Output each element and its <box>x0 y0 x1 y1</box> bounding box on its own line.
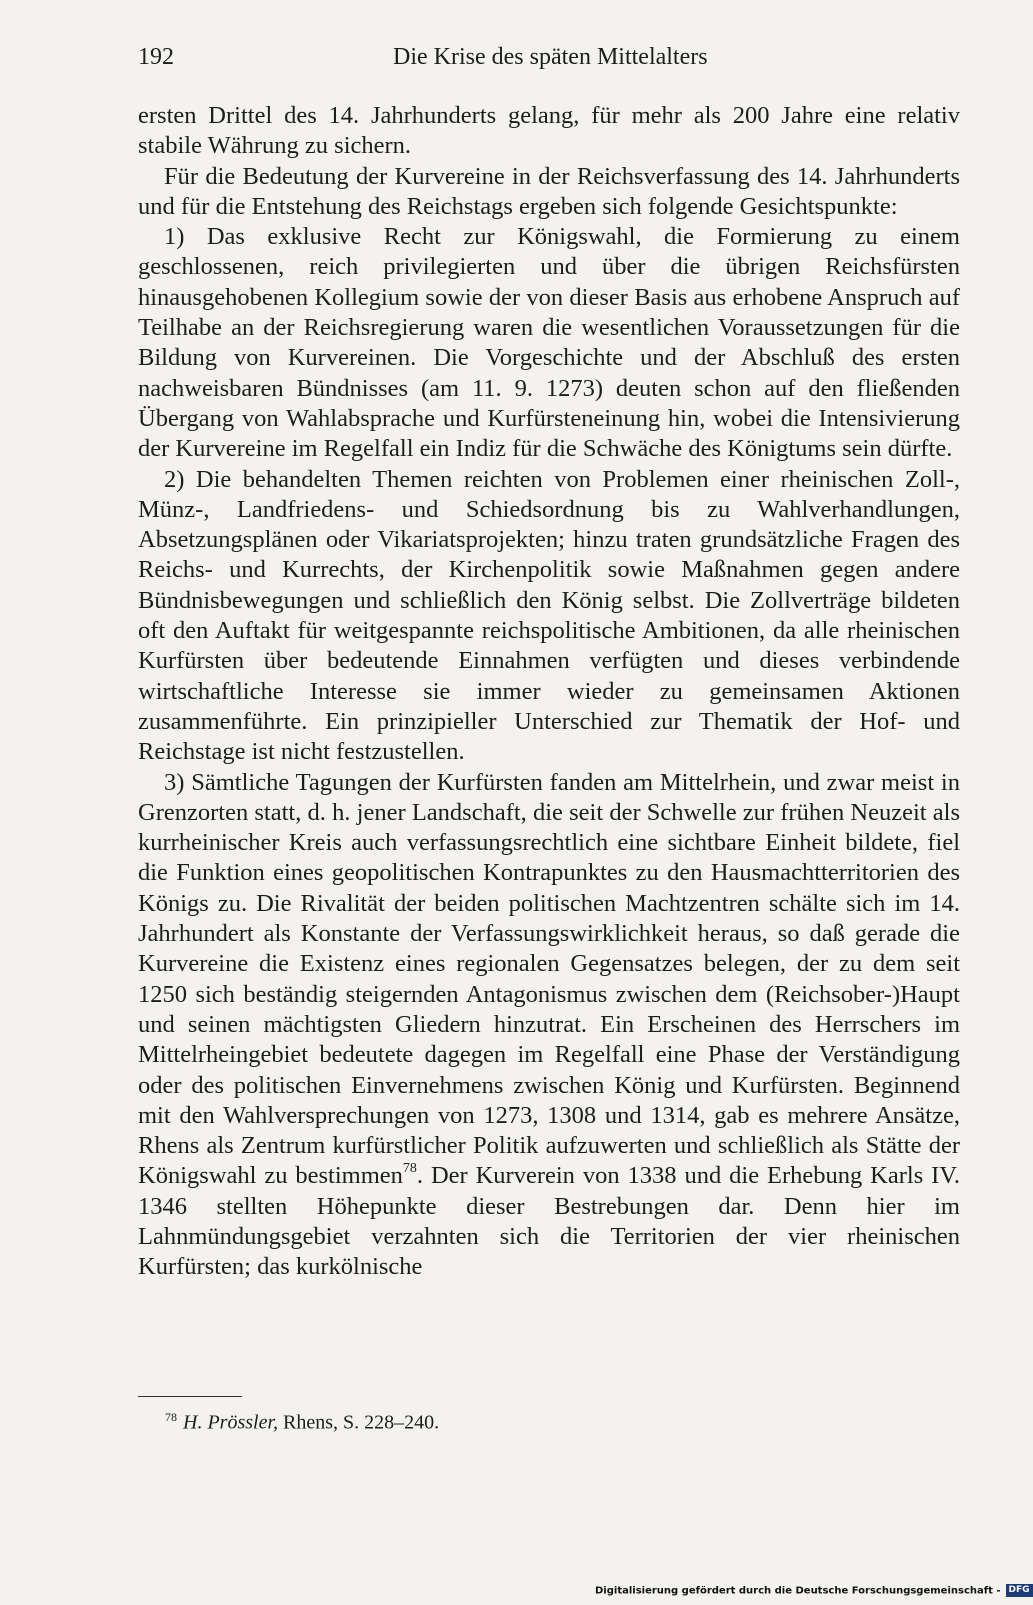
page-header <box>138 44 960 76</box>
footnote-divider <box>138 1396 242 1397</box>
footnote-author: H. Prössler, <box>183 1411 279 1434</box>
page-number: 192 <box>138 44 174 70</box>
digitization-credit <box>595 1584 1030 1602</box>
paragraph-intro: Für die Bedeutung der Kurvereine in der Reichsverfassung des 14. Jahrhunderts und für die Entstehung des Reichstags ergeben sich folgende Gesichtspunkte: <box>138 162 960 220</box>
paragraph-point-3-part-a: 3) Sämtliche Tagungen der Kurfürsten fanden am Mittelrhein, und zwar meist in Grenzorten statt, d. h. jener Landschaft, die seit der Schwelle zur frühen Neuzeit als kurrheinischer Kreis auch verfassungsrechtlich eine sichtbare Einheit bildete, fiel die Funktion eines geopolitischen Kontrapunktes zu den Hausmachtterritorien des Königs zu. Die Rivalität der beiden politischen Machtzentren schälte sich im 14. Jahrhundert als Konstante der Verfassungswirklichkeit heraus, so daß gerade die Kurvereine die Existenz eines regionalen Gegensatzes belegen, der zu dem seit 1250 sich beständig steigernden Antagonismus zwischen dem (Reichsober-)Haupt und seinen mächtigsten Gliedern hinzutrat. Ein Erscheinen des Herrschers im Mittelrheingebiet bedeutete dagegen im Regelfall eine Phase der Verständigung oder des politischen Einvernehmens zwischen König und Kurfürsten. Beginnend mit den Wahlversprechungen von 1273, 1308 und 1314, gab es mehrere Ansätze, Rhens als Zentrum kurfürstlicher Politik aufzuwerten und schließlich als Stätte der Königswahl zu bestimmen <box>138 768 960 1190</box>
paragraph-point-2: 2) Die behandelten Themen reichten von Problemen einer rheinischen Zoll-, Münz-, Landfriedens- und Schiedsordnung bis zu Wahlverhandlungen, Absetzungsplänen oder Vikariatsprojekten; hinzu traten grundsätzliche Fragen des Reichs- und Kurrechts, der Kirchenpolitik sowie Maßnahmen gegen andere Bündnisbewegungen und schließlich den König selbst. Die Zollverträge bildeten oft den Auftakt für weitgespannte reichspolitische Ambitionen, da alle rheinischen Kurfürsten über bedeutende Einnahmen verfügten und dieses verbindende wirtschaftliche Interesse sie immer wieder zu gemeinsamen Aktionen zusammenführte. Ein prinzipieller Unterschied zur Thematik der Hof- und Reichstage ist nicht festzustellen. <box>138 465 960 766</box>
credit-text: Digitalisierung gefördert durch die Deutsche Forschungsgemeinschaft - <box>595 1585 1001 1597</box>
body-text <box>138 101 960 1283</box>
footnote-text: Rhens, S. 228–240. <box>278 1411 440 1434</box>
footnote <box>165 1410 865 1435</box>
footnote-reference[interactable]: 78 <box>402 1161 417 1177</box>
paragraph-point-3-part-b: . Der Kurverein von 1338 und die Erhebung Karls IV. 1346 stellten Höhepunkte dieser Bestrebungen dar. Denn hier im Lahnmündungsgebiet verzahnten sich die Territorien der vier rheinischen Kurfürsten; das kurkölnische <box>138 1162 960 1281</box>
running-title: Die Krise des späten Mittelalters <box>393 44 708 70</box>
paragraph-point-3 <box>138 768 960 1283</box>
paragraph-point-1: 1) Das exklusive Recht zur Königswahl, die Formierung zu einem geschlossenen, reich privilegierten und über die übrigen Reichsfürsten hinausgehobenen Kollegium sowie der von dieser Basis aus erhobene Anspruch auf Teilhabe an der Reichsregierung waren die wesentlichen Voraussetzungen für die Bildung von Kurvereinen. Die Vorgeschichte und der Abschluß des ersten nachweisbaren Bündnisses (am 11. 9. 1273) deuten schon auf den fließenden Übergang von Wahlabsprache und Kurfürsteneinung hin, wobei die Intensivierung der Kurvereine im Regelfall ein Indiz für die Schwäche des Königtums sein dürfte. <box>138 223 960 463</box>
footnote-mark: 78 <box>165 1410 177 1424</box>
dfg-logo: DFG <box>1006 1584 1033 1597</box>
paragraph-continued: ersten Drittel des 14. Jahrhunderts gelang, für mehr als 200 Jahre eine relativ stabile Währung zu sichern. <box>138 102 960 160</box>
